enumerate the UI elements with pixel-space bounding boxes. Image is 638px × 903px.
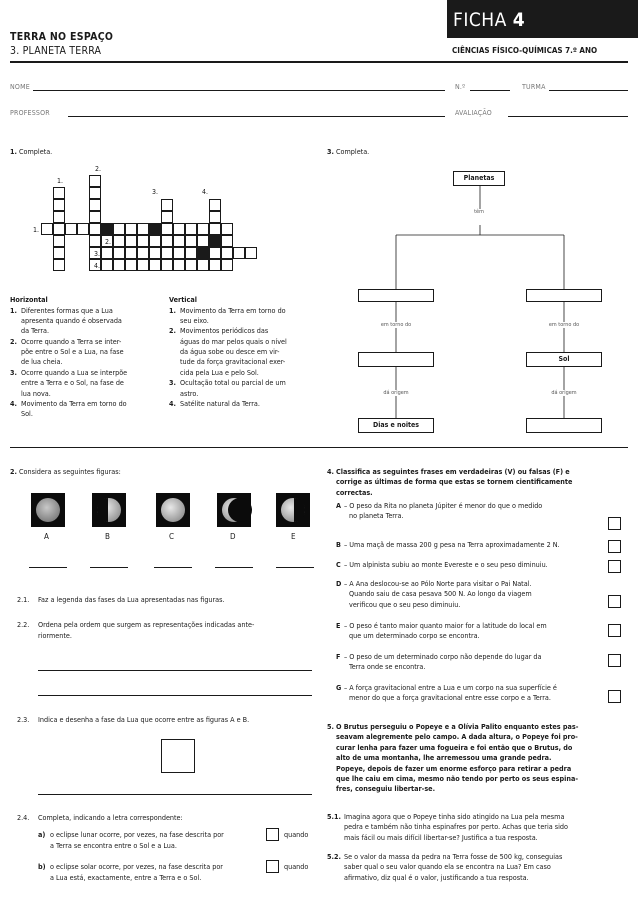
- q4-answer-box[interactable]: [608, 624, 621, 637]
- crossword-black-cell: [209, 235, 221, 247]
- crossword-cell[interactable]: [197, 223, 209, 235]
- moon-label-b: B: [105, 532, 110, 541]
- horizontal-clue-line: [10, 399, 165, 409]
- ficha-label: [453, 9, 525, 31]
- horizontal-clue-line: [10, 306, 165, 316]
- crossword-black-cell: [149, 223, 161, 235]
- crossword-cell[interactable]: [101, 247, 113, 259]
- turma-label: TURMA: [522, 83, 546, 91]
- q4-answer-box[interactable]: [608, 560, 621, 573]
- q4-intro-line: corrige as últimas de forma que estas se tornem cientificamente: [336, 477, 573, 487]
- crossword-number-v2: 2.: [95, 165, 102, 173]
- header-divider: [10, 61, 628, 63]
- q23-drawing-box[interactable]: [161, 739, 195, 773]
- vertical-clue-text: cida pela Lua e pelo Sol.: [180, 367, 259, 377]
- q4-item-letter: B: [336, 540, 341, 549]
- crossword-number-h1: 1.: [33, 226, 40, 234]
- q24b-text-1: o eclipse solar ocorre, por vezes, na fase descrita por: [50, 862, 223, 871]
- vertical-clue-number: 1.: [169, 305, 176, 315]
- q51-number: 5.1.: [327, 812, 341, 821]
- vertical-clue-line: [169, 389, 319, 399]
- horizontal-clue-text: lua nova.: [21, 388, 51, 398]
- crossword-cell[interactable]: [185, 247, 197, 259]
- q5-number: 5.: [327, 722, 334, 731]
- crossword-cell[interactable]: [53, 247, 65, 259]
- q4-intro-line: Classifica as seguintes frases em verdadeiras (V) ou falsas (F) e: [336, 467, 570, 476]
- horizontal-clue-number: 1.: [10, 305, 17, 315]
- crossword-cell[interactable]: [113, 259, 125, 271]
- crossword-cell[interactable]: [113, 223, 125, 235]
- crossword-cell[interactable]: [221, 247, 233, 259]
- section-divider: [10, 447, 628, 448]
- crossword-cell[interactable]: [245, 247, 257, 259]
- concept-box-left-1[interactable]: [358, 289, 434, 302]
- vertical-clue-text: Movimento da Terra em torno do: [180, 305, 286, 315]
- q4-item-letter: G: [336, 683, 342, 692]
- q22-number: 2.2.: [17, 620, 30, 629]
- q24b-label: b): [38, 862, 46, 871]
- horizontal-clues: [10, 306, 165, 420]
- q52-line: Se o valor da massa da pedra na Terra fosse de 500 kg, conseguias: [344, 852, 563, 861]
- crossword-cell[interactable]: [137, 223, 149, 235]
- vertical-clue-text: da água sobe ou desce em vir-: [180, 347, 280, 357]
- q4-item-letter: A: [336, 501, 342, 510]
- vertical-clue-text: águas do mar pelos quais o nível: [180, 336, 287, 346]
- horizontal-clue-text: de lua cheia.: [21, 357, 63, 367]
- q4-intro: [336, 467, 604, 498]
- crossword-cell[interactable]: [125, 247, 137, 259]
- q4-item-text: – Uma maçã de massa 200 g pesa na Terra aproximadamente 2 N.: [344, 540, 560, 549]
- concept-em-torno-right: em torno do: [534, 322, 594, 328]
- q21-text: Faz a legenda das fases da Lua apresentadas nas figuras.: [38, 595, 225, 604]
- crossword-cell[interactable]: [161, 223, 173, 235]
- q5-intro-line: que lhe caiu em cima, mesmo não tendo por perto os seus espina-: [336, 774, 579, 784]
- vertical-clue-text: seu eixo.: [180, 315, 209, 325]
- q23-text: Indica e desenha a fase da Lua que ocorre entre as figuras A e B.: [38, 715, 250, 724]
- q2-heading: [10, 467, 121, 477]
- q4-answer-box[interactable]: [608, 690, 621, 703]
- ficha-word: FICHA: [453, 9, 507, 31]
- q24a-answer-box[interactable]: [266, 828, 279, 841]
- ficha-number: 4: [512, 9, 526, 31]
- q4-item-letter: F: [336, 652, 341, 661]
- crossword-cell[interactable]: [209, 223, 221, 235]
- q4-item-letter: C: [336, 560, 341, 569]
- q24a-text-2: a Terra se encontra entre o Sol e a Lua.: [50, 841, 177, 850]
- q22-answer-line-1[interactable]: [38, 670, 312, 671]
- subject-label: CIÊNCIAS FÍSICO-QUÍMICAS 7.º ANO: [452, 46, 598, 55]
- q4-item-text: – A Ana deslocou-se ao Pólo Norte para visitar o Pai Natal.: [344, 579, 532, 588]
- q24b-answer-box[interactable]: [266, 860, 279, 873]
- crossword-cell[interactable]: [53, 235, 65, 247]
- worksheet-title: TERRA NO ESPAÇO: [10, 31, 114, 43]
- q5-intro-line: seavam alegremente pelo campo. A dada altura, o Popeye foi pro-: [336, 732, 578, 742]
- crossword-cell[interactable]: [161, 211, 173, 223]
- crossword-cell[interactable]: [221, 235, 233, 247]
- vertical-clue-line: [169, 368, 319, 378]
- q51-line: pedra e também não tinha espinafres por perto. Achas que teria sido: [344, 822, 568, 832]
- crossword-number-v3: 3.: [152, 188, 159, 196]
- horizontal-clue-line: [10, 326, 165, 336]
- q51-line: Imagina agora que o Popeye tinha sido atingido na Lua pela mesma: [344, 812, 565, 821]
- vertical-clue-number: 3.: [169, 378, 176, 388]
- professor-label: PROFESSOR: [10, 109, 50, 117]
- horizontal-clue-line: [10, 347, 165, 357]
- vertical-clue-text: Satélite natural da Terra.: [180, 399, 260, 409]
- concept-da-origem-right: dá origem: [534, 390, 594, 396]
- vertical-clue-line: [169, 399, 319, 409]
- moon-answer-c[interactable]: [154, 567, 192, 568]
- moon-figure-d: [217, 493, 251, 527]
- q1-title: Completa.: [19, 147, 53, 156]
- moon-label-c: C: [169, 532, 175, 541]
- q52-line: saber qual o seu valor quando ela se encontra na Lua? Em caso: [344, 862, 551, 872]
- horizontal-title: Horizontal: [10, 295, 48, 304]
- q4-item-text: Quando saiu de casa pesava 500 N. Ao longo da viagem: [349, 589, 532, 599]
- q4-item-letter: E: [336, 621, 341, 630]
- crossword-cell[interactable]: [101, 259, 113, 271]
- crossword-cell[interactable]: [113, 235, 125, 247]
- turma-field[interactable]: [549, 90, 628, 91]
- concept-em-torno-left: em torno do: [366, 322, 426, 328]
- crossword-cell[interactable]: [221, 259, 233, 271]
- crossword-cell[interactable]: [89, 235, 101, 247]
- moon-answer-d[interactable]: [215, 567, 253, 568]
- crossword-cell[interactable]: [149, 259, 161, 271]
- crossword-cell[interactable]: [209, 247, 221, 259]
- q5-intro: [336, 722, 604, 795]
- q4-item-text: – O peso da Rita no planeta Júpiter é menor do que o medido: [344, 501, 543, 510]
- crossword-cell[interactable]: [173, 223, 185, 235]
- horizontal-clue-line: [10, 316, 165, 326]
- crossword-cell[interactable]: [77, 223, 89, 235]
- q52-line: afirmativo, diz qual é o valor, justificando a tua resposta.: [344, 872, 529, 882]
- q5-intro-line: curar lenha para fazer uma fogueira e foi então que o Brutus, do: [336, 742, 573, 752]
- q51-text: [344, 812, 612, 843]
- crossword-number-h4: 4.: [94, 262, 101, 270]
- vertical-clue-text: astro.: [180, 388, 199, 398]
- numero-label: N.º: [455, 83, 466, 91]
- crossword-cell[interactable]: [173, 247, 185, 259]
- crossword-cell[interactable]: [89, 199, 101, 211]
- horizontal-clue-text: Sol.: [21, 409, 33, 419]
- concept-box-right-3[interactable]: [526, 418, 602, 433]
- horizontal-clue-text: entre a Terra e o Sol, na fase de: [21, 378, 124, 388]
- concept-planetas: Planetas: [453, 171, 505, 186]
- q22-text-1: Ordena pela ordem que surgem as representações indicadas ante-: [38, 620, 255, 629]
- crossword-cell[interactable]: [185, 259, 197, 271]
- crossword-cell[interactable]: [125, 259, 137, 271]
- vertical-clue-number: 2.: [169, 326, 176, 336]
- q4-item-letter: D: [336, 579, 342, 588]
- q24-text: Completa, indicando a letra correspondente:: [38, 813, 183, 822]
- concept-box-right-1[interactable]: [526, 289, 602, 302]
- crossword-cell[interactable]: [53, 199, 65, 211]
- crossword-black-cell: [197, 247, 209, 259]
- q24a-text-end: quando: [284, 830, 309, 839]
- crossword-cell[interactable]: [209, 259, 221, 271]
- q23-answer-line[interactable]: [38, 794, 312, 795]
- horizontal-clue-text: Movimento da Terra em torno do: [21, 399, 127, 409]
- q1-heading: [10, 147, 52, 157]
- crossword-cell[interactable]: [113, 247, 125, 259]
- q5-intro-line: Popeye, depois de fazer um enorme esforço para retirar a pedra: [336, 763, 572, 773]
- professor-field[interactable]: [68, 116, 445, 117]
- crossword-number-v1: 1.: [57, 177, 64, 185]
- concept-sol: Sol: [526, 352, 602, 367]
- q4-item-text: – Um alpinista subiu ao monte Evereste e o seu peso diminuiu.: [344, 560, 548, 569]
- q3-number: 3.: [327, 147, 334, 156]
- q5-intro-line: O Brutus perseguiu o Popeye e a Olívia Palito enquanto estes pas-: [336, 722, 579, 731]
- vertical-clue-line: [169, 357, 319, 367]
- q3-heading: [327, 147, 369, 157]
- nome-label: NOME: [10, 83, 30, 91]
- horizontal-clue-text: põe entre o Sol e a Lua, na fase: [21, 347, 124, 357]
- q4-answer-box[interactable]: [608, 654, 621, 667]
- crossword-cell[interactable]: [233, 247, 245, 259]
- q24-number: 2.4.: [17, 813, 30, 822]
- moon-answer-e[interactable]: [276, 567, 314, 568]
- q4-item-text: – A força gravitacional entre a Lua e um corpo na sua superfície é: [344, 683, 557, 692]
- crossword-cell[interactable]: [221, 223, 233, 235]
- moon-figure-a: [31, 493, 65, 527]
- crossword-cell[interactable]: [89, 223, 101, 235]
- vertical-clue-line: [169, 378, 319, 388]
- horizontal-clue-number: 2.: [10, 336, 17, 346]
- crossword-cell[interactable]: [161, 235, 173, 247]
- crossword-cell[interactable]: [125, 235, 137, 247]
- crossword-cell[interactable]: [209, 199, 221, 211]
- q4-answer-box[interactable]: [608, 540, 621, 553]
- crossword-cell[interactable]: [53, 259, 65, 271]
- vertical-clue-line: [169, 326, 319, 336]
- q51-line: mais fácil ou mais difícil libertar-se? Justifica a tua resposta.: [344, 832, 538, 842]
- q4-item-text: verificou que o seu peso diminuiu.: [349, 599, 461, 609]
- horizontal-clue-number: 3.: [10, 367, 17, 377]
- avaliacao-label: AVALIAÇÃO: [455, 109, 492, 117]
- crossword-cell[interactable]: [161, 247, 173, 259]
- q4-item-text: – O peso é tanto maior quanto maior for a latitude do local em: [344, 621, 547, 630]
- crossword-cell[interactable]: [125, 223, 137, 235]
- crossword-cell[interactable]: [89, 187, 101, 199]
- q24b-text-end: quando: [284, 862, 309, 871]
- crossword-number-v4: 4.: [202, 188, 209, 196]
- q4-item-text: – O peso de um determinado corpo não depende do lugar da: [344, 652, 542, 661]
- q4-item-text: no planeta Terra.: [349, 511, 404, 521]
- q22-text-2: riormente.: [38, 631, 72, 640]
- moon-answer-a[interactable]: [29, 567, 67, 568]
- crossword-cell[interactable]: [197, 235, 209, 247]
- vertical-title: Vertical: [169, 295, 197, 304]
- q24a-label: a): [38, 830, 46, 839]
- horizontal-clue-line: [10, 409, 165, 419]
- horizontal-clue-line: [10, 378, 165, 388]
- q4-item-text: que um determinado corpo se encontra.: [349, 631, 480, 641]
- crossword-cell[interactable]: [185, 223, 197, 235]
- numero-field[interactable]: [470, 90, 510, 91]
- q2-title: Considera as seguintes figuras:: [19, 467, 121, 476]
- nome-field[interactable]: [33, 90, 445, 91]
- q24b-text-2: a Lua está, exactamente, entre a Terra e o Sol.: [50, 873, 202, 882]
- q22-answer-line-2[interactable]: [38, 695, 312, 696]
- crossword-cell[interactable]: [137, 259, 149, 271]
- concept-dias-e-noites: Dias e noites: [358, 418, 434, 433]
- crossword-cell[interactable]: [149, 235, 161, 247]
- q5-intro-line: fres, conseguiu libertar-se.: [336, 784, 436, 794]
- crossword-cell[interactable]: [197, 259, 209, 271]
- q52-text: [344, 852, 612, 883]
- crossword-cell[interactable]: [89, 211, 101, 223]
- crossword-cell[interactable]: [173, 259, 185, 271]
- crossword-cell[interactable]: [149, 247, 161, 259]
- crossword-number-h2: 2.: [105, 238, 112, 246]
- vertical-clue-text: tude da força gravitacional exer-: [180, 357, 286, 367]
- moon-label-d: D: [230, 532, 236, 541]
- avaliacao-field[interactable]: [508, 116, 628, 117]
- q5-intro-line: alto de uma montanha, lhe arremessou uma grande pedra.: [336, 753, 552, 763]
- crossword-cell[interactable]: [161, 199, 173, 211]
- q24a-text-1: o eclipse lunar ocorre, por vezes, na fase descrita por: [50, 830, 224, 839]
- horizontal-clue-text: apresenta quando é observada: [21, 315, 122, 325]
- horizontal-clue-text: Ocorre quando a Terra se inter-: [21, 336, 122, 346]
- horizontal-clue-number: 4.: [10, 399, 17, 409]
- q2-number: 2.: [10, 467, 17, 476]
- q1-number: 1.: [10, 147, 17, 156]
- vertical-clue-line: [169, 306, 319, 316]
- q4-intro-line: correctas.: [336, 487, 373, 497]
- vertical-clue-number: 4.: [169, 399, 176, 409]
- crossword-cell[interactable]: [173, 235, 185, 247]
- concept-da-origem-left: dá origem: [366, 390, 426, 396]
- concept-box-left-2[interactable]: [358, 352, 434, 367]
- crossword-black-cell: [101, 223, 113, 235]
- crossword-number-h3: 3.: [94, 250, 101, 258]
- crossword-cell[interactable]: [53, 187, 65, 199]
- horizontal-clue-line: [10, 357, 165, 367]
- q4-answer-box[interactable]: [608, 517, 621, 530]
- crossword-cell[interactable]: [53, 223, 65, 235]
- crossword-cell[interactable]: [137, 247, 149, 259]
- q4-item-text: Terra onde se encontra.: [349, 662, 426, 672]
- horizontal-clue-line: [10, 368, 165, 378]
- q21-number: 2.1.: [17, 595, 30, 604]
- crossword-cell[interactable]: [137, 235, 149, 247]
- vertical-clue-line: [169, 347, 319, 357]
- vertical-clues: [169, 306, 319, 410]
- crossword-cell[interactable]: [209, 211, 221, 223]
- moon-answer-b[interactable]: [90, 567, 128, 568]
- moon-label-a: A: [44, 532, 49, 541]
- horizontal-clue-text: Diferentes formas que a Lua: [21, 305, 113, 315]
- crossword-cell[interactable]: [53, 211, 65, 223]
- q4-number: 4.: [327, 467, 334, 476]
- q4-answer-box[interactable]: [608, 595, 621, 608]
- horizontal-clue-text: Ocorre quando a Lua se interpõe: [21, 367, 128, 377]
- horizontal-clue-text: da Terra.: [21, 326, 50, 336]
- crossword-cell[interactable]: [89, 175, 101, 187]
- horizontal-clue-line: [10, 389, 165, 399]
- horizontal-clue-line: [10, 337, 165, 347]
- q52-number: 5.2.: [327, 852, 341, 861]
- vertical-clue-line: [169, 316, 319, 326]
- crossword-cell[interactable]: [41, 223, 53, 235]
- crossword-cell[interactable]: [65, 223, 77, 235]
- concept-tem-label: têm: [460, 209, 498, 215]
- crossword-cell[interactable]: [185, 235, 197, 247]
- vertical-clue-text: Ocultação total ou parcial de um: [180, 378, 286, 388]
- q4-item-text: menor do que a força gravitacional entre esse corpo e a Terra.: [349, 693, 551, 703]
- q3-title: Completa.: [336, 147, 370, 156]
- worksheet-subtitle: 3. PLANETA TERRA: [10, 45, 102, 57]
- moon-figure-e: [276, 493, 310, 527]
- crossword-cell[interactable]: [161, 259, 173, 271]
- vertical-clue-line: [169, 337, 319, 347]
- moon-figure-b: [92, 493, 126, 527]
- moon-label-e: E: [291, 532, 296, 541]
- q23-number: 2.3.: [17, 715, 30, 724]
- moon-figure-c: [156, 493, 190, 527]
- vertical-clue-text: Movimentos periódicos das: [180, 326, 269, 336]
